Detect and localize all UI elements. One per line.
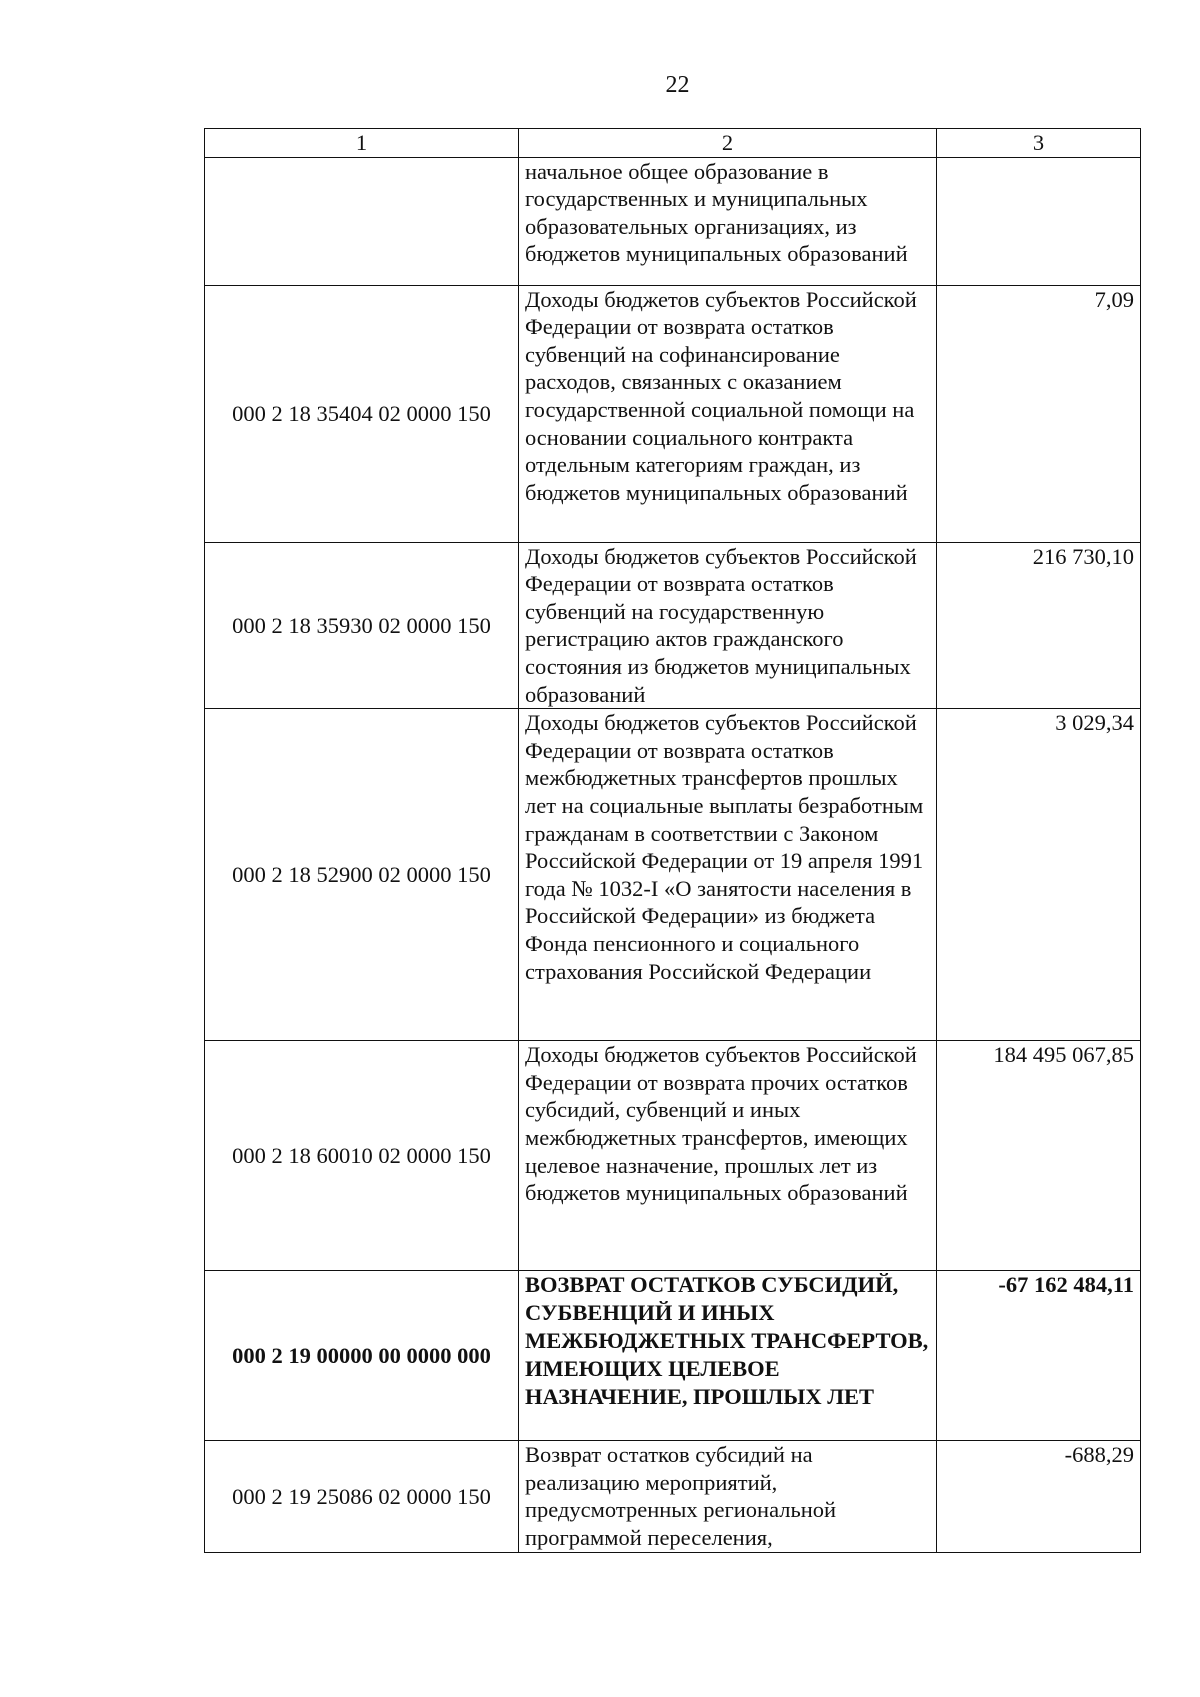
table-row xyxy=(205,157,1141,285)
income-description: Доходы бюджетов субъектов Российской Федерации от возврата прочих остатков субсидий, субвенций и иных межбюджетных трансфертов, имеющих целевое назначение, прошлых лет из бюджетов муниципальных образований xyxy=(519,1041,937,1271)
income-amount: -67 162 484,11 xyxy=(937,1271,1141,1441)
column-header-1: 1 xyxy=(205,129,519,158)
income-description: Возврат остатков субсидий на реализацию мероприятий, предусмотренных региональной программой переселения, xyxy=(519,1441,937,1553)
classification-code: 000 2 18 60010 02 0000 150 xyxy=(205,1041,519,1271)
table-row xyxy=(205,285,1141,542)
income-description: ВОЗВРАТ ОСТАТКОВ СУБСИДИЙ, СУБВЕНЦИЙ И ИНЫХ МЕЖБЮДЖЕТНЫХ ТРАНСФЕРТОВ, ИМЕЮЩИХ ЦЕЛЕВОЕ НАЗНАЧЕНИЕ, ПРОШЛЫХ ЛЕТ xyxy=(519,1271,937,1441)
income-amount: -688,29 xyxy=(937,1441,1141,1553)
table-row xyxy=(205,1041,1141,1271)
classification-code: 000 2 18 35930 02 0000 150 xyxy=(205,542,519,709)
budget-income-table xyxy=(204,128,1141,1553)
column-header-2: 2 xyxy=(519,129,937,158)
income-amount: 216 730,10 xyxy=(937,542,1141,709)
classification-code: 000 2 19 25086 02 0000 150 xyxy=(205,1441,519,1553)
income-description: Доходы бюджетов субъектов Российской Федерации от возврата остатков субвенций на софинансирование расходов, связанных с оказанием государственной социальной помощи на основании социального контракта отдельным категориям граждан, из бюджетов муниципальных образований xyxy=(519,285,937,542)
income-description: Доходы бюджетов субъектов Российской Федерации от возврата остатков субвенций на государственную регистрацию актов гражданского состояния из бюджетов муниципальных образований xyxy=(519,542,937,709)
table-row xyxy=(205,1441,1141,1553)
classification-code: 000 2 19 00000 00 0000 000 xyxy=(205,1271,519,1441)
table-row xyxy=(205,542,1141,709)
column-header-3: 3 xyxy=(937,129,1141,158)
income-description: начальное общее образование в государственных и муниципальных образовательных организациях, из бюджетов муниципальных образований xyxy=(519,157,937,285)
table-row-section-total xyxy=(205,1271,1141,1441)
table-header-row xyxy=(205,129,1141,158)
classification-code xyxy=(205,157,519,285)
income-amount xyxy=(937,157,1141,285)
table-row xyxy=(205,709,1141,1041)
classification-code: 000 2 18 35404 02 0000 150 xyxy=(205,285,519,542)
income-description: Доходы бюджетов субъектов Российской Федерации от возврата остатков межбюджетных трансфертов прошлых лет на социальные выплаты безработным гражданам в соответствии с Законом Российской Федерации от 19 апреля 1991 года № 1032-I «О занятости населения в Российской Федерации» из бюджета Фонда пенсионного и социального страхования Российской Федерации xyxy=(519,709,937,1041)
classification-code: 000 2 18 52900 02 0000 150 xyxy=(205,709,519,1041)
income-amount: 7,09 xyxy=(937,285,1141,542)
page-number: 22 xyxy=(665,72,690,98)
income-amount: 184 495 067,85 xyxy=(937,1041,1141,1271)
income-amount: 3 029,34 xyxy=(937,709,1141,1041)
